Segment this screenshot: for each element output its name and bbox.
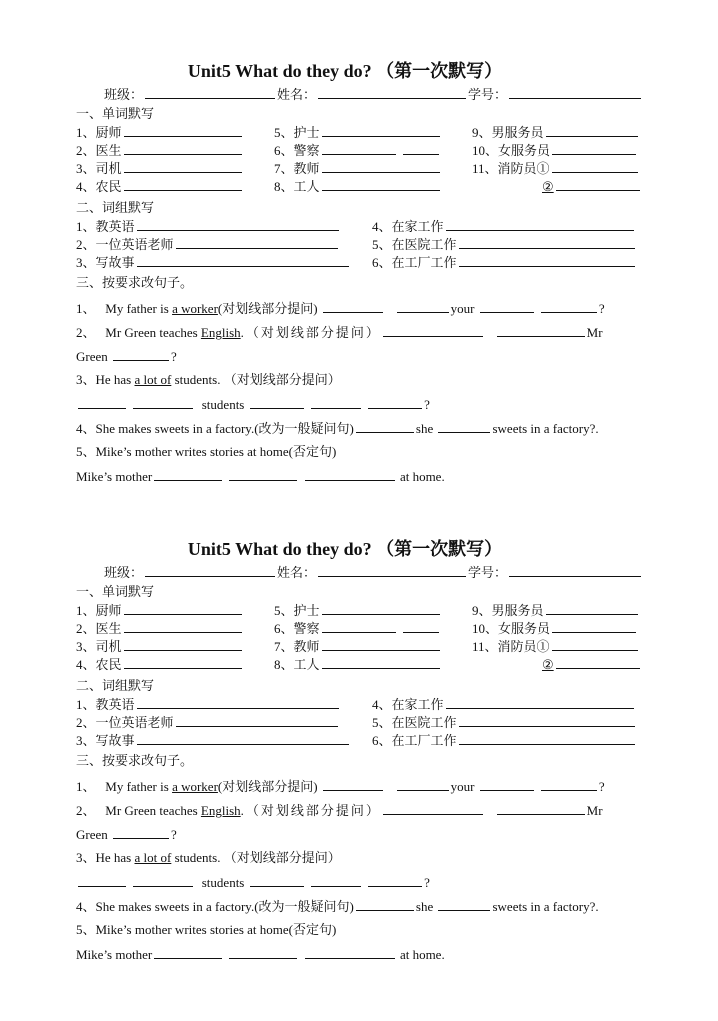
question-2: 2、 Mr Green teaches English.（对划线部分提问） Mr [76,803,603,818]
word-item: 3、司机 [76,637,244,656]
answer-blank[interactable] [459,713,635,727]
answer-blank[interactable] [154,945,222,959]
word-item: 4、农民 [76,655,244,674]
number-blank[interactable] [509,85,641,99]
answer-blank[interactable] [368,395,422,409]
word-item: 3、司机 [76,159,244,178]
answer-blank[interactable] [113,825,169,839]
answer-blank[interactable] [176,713,338,727]
word-item: 11、消防员① [472,637,640,656]
phrase-item: 6、在工厂工作 [372,253,637,272]
answer-blank[interactable] [403,619,439,633]
answer-blank[interactable] [137,217,339,231]
answer-blank[interactable] [113,347,169,361]
question-3: 3、He has a lot of students. （对划线部分提问） [76,372,341,387]
worksheet-copy-1 [0,58,718,538]
phrase-item: 3、写故事 [76,253,351,272]
answer-blank[interactable] [552,159,638,173]
answer-blank[interactable] [124,123,242,137]
word-item: 6、警察 [274,141,441,160]
answer-blank[interactable] [311,873,361,887]
question-5: 5、Mike’s mother writes stories at home(否定句) [76,444,337,459]
answer-blank[interactable] [124,655,242,669]
question-1: 1、 My father is a worker(对划线部分提问) your ? [76,779,605,794]
answer-blank[interactable] [480,299,534,313]
answer-blank[interactable] [322,159,440,173]
class-blank[interactable] [145,85,275,99]
answer-blank[interactable] [356,897,414,911]
answer-blank[interactable] [137,731,349,745]
phrase-item: 1、教英语 [76,695,341,714]
answer-blank[interactable] [124,601,242,615]
answer-blank[interactable] [541,299,597,313]
question-3-answer: students ? [76,873,430,892]
answer-blank[interactable] [552,637,638,651]
answer-blank[interactable] [438,419,490,433]
phrase-item: 5、在医院工作 [372,235,637,254]
word-item: 11、消防员① [472,159,640,178]
answer-blank[interactable] [78,873,126,887]
word-item: 6、警察 [274,619,441,638]
name-blank[interactable] [318,85,466,99]
answer-blank[interactable] [497,323,585,337]
answer-blank[interactable] [552,619,636,633]
section1-heading: 一、单词默写 [76,106,155,121]
question-4: 4、She makes sweets in a factory.(改为一般疑问句) she sweets in a factory?. [76,899,599,914]
question-5-answer: Mike’s mother at home. [76,469,445,484]
class-label: 班级： [104,565,144,580]
phrase-item: 1、教英语 [76,217,341,236]
answer-blank[interactable] [323,299,383,313]
answer-blank[interactable] [497,801,585,815]
answer-blank[interactable] [322,655,440,669]
answer-blank[interactable] [154,467,222,481]
answer-blank[interactable] [446,695,634,709]
question-3-answer: students ? [76,395,430,414]
answer-blank[interactable] [137,695,339,709]
word-item: 7、教师 [274,159,442,178]
answer-blank[interactable] [322,141,396,155]
phrase-item: 3、写故事 [76,731,351,750]
answer-blank[interactable] [397,777,449,791]
answer-blank[interactable] [438,897,490,911]
answer-blank[interactable] [311,395,361,409]
name-label: 姓名： [277,87,317,102]
answer-blank[interactable] [133,395,193,409]
word-item: 9、男服务员 [472,123,640,142]
answer-blank[interactable] [383,801,483,815]
answer-blank[interactable] [124,141,242,155]
number-label: 学号： [468,87,508,102]
answer-blank[interactable] [541,777,597,791]
answer-blank[interactable] [459,731,635,745]
answer-blank[interactable] [78,395,126,409]
answer-blank[interactable] [459,253,635,267]
phrase-item: 4、在家工作 [372,695,636,714]
phrase-item: 4、在家工作 [372,217,636,236]
number-label: 学号： [468,565,508,580]
question-2-cont: Green ? [76,827,177,842]
word-item: 1、厨师 [76,601,244,620]
word-item: 10、女服务员 [472,619,638,638]
answer-blank[interactable] [322,601,440,615]
word-item: 5、护士 [274,601,442,620]
answer-blank[interactable] [403,141,439,155]
answer-blank[interactable] [446,217,634,231]
phrase-item: 2、一位英语老师 [76,713,340,732]
answer-blank[interactable] [322,177,440,191]
worksheet-title: Unit5 What do they do? （第一次默写） [187,539,503,559]
answer-blank[interactable] [397,299,449,313]
answer-blank[interactable] [305,945,395,959]
word-item: 8、工人 [274,655,442,674]
section2-heading: 二、词组默写 [76,200,155,215]
answer-blank[interactable] [480,777,534,791]
answer-blank[interactable] [322,619,396,633]
section3-heading: 三、按要求改句子。 [76,275,194,290]
answer-blank[interactable] [124,619,242,633]
phrase-item: 2、一位英语老师 [76,235,340,254]
answer-blank[interactable] [133,873,193,887]
word-item: 1、厨师 [76,123,244,142]
question-2: 2、 Mr Green teaches English.（对划线部分提问） Mr [76,325,603,340]
worksheet-copy-2 [0,536,718,1016]
question-1: 1、 My father is a worker(对划线部分提问) your ? [76,301,605,316]
word-item: ② [542,177,642,196]
answer-blank[interactable] [229,945,297,959]
answer-blank[interactable] [124,637,242,651]
word-item: 4、农民 [76,177,244,196]
name-label: 姓名： [277,565,317,580]
answer-blank[interactable] [546,123,638,137]
class-field[interactable] [104,563,643,582]
word-item: 9、男服务员 [472,601,640,620]
word-item: 2、医生 [76,141,244,160]
class-blank[interactable] [145,563,275,577]
answer-blank[interactable] [556,177,640,191]
answer-blank[interactable] [323,777,383,791]
word-item: 7、教师 [274,637,442,656]
phrase-item: 6、在工厂工作 [372,731,637,750]
answer-blank[interactable] [459,235,635,249]
answer-blank[interactable] [322,123,440,137]
section3-heading: 三、按要求改句子。 [76,753,194,768]
answer-blank[interactable] [322,637,440,651]
class-label: 班级： [104,87,144,102]
section1-heading: 一、单词默写 [76,584,155,599]
phrase-item: 5、在医院工作 [372,713,637,732]
answer-blank[interactable] [552,141,636,155]
answer-blank[interactable] [356,419,414,433]
word-item: 5、护士 [274,123,442,142]
answer-blank[interactable] [176,235,338,249]
question-2-cont: Green ? [76,349,177,364]
answer-blank[interactable] [305,467,395,481]
number-blank[interactable] [509,563,641,577]
class-field[interactable] [104,85,643,104]
question-5-answer: Mike’s mother at home. [76,947,445,962]
answer-blank[interactable] [250,395,304,409]
question-5: 5、Mike’s mother writes stories at home(否定句) [76,922,337,937]
word-item: 8、工人 [274,177,442,196]
answer-blank[interactable] [137,253,349,267]
section2-heading: 二、词组默写 [76,678,155,693]
word-item: ② [542,655,642,674]
question-3: 3、He has a lot of students. （对划线部分提问） [76,850,341,865]
answer-blank[interactable] [546,601,638,615]
answer-blank[interactable] [229,467,297,481]
name-blank[interactable] [318,563,466,577]
word-item: 10、女服务员 [472,141,638,160]
answer-blank[interactable] [383,323,483,337]
answer-blank[interactable] [250,873,304,887]
answer-blank[interactable] [556,655,640,669]
answer-blank[interactable] [368,873,422,887]
answer-blank[interactable] [124,177,242,191]
answer-blank[interactable] [124,159,242,173]
word-item: 2、医生 [76,619,244,638]
worksheet-title: Unit5 What do they do? （第一次默写） [187,61,503,81]
question-4: 4、She makes sweets in a factory.(改为一般疑问句) she sweets in a factory?. [76,421,599,436]
